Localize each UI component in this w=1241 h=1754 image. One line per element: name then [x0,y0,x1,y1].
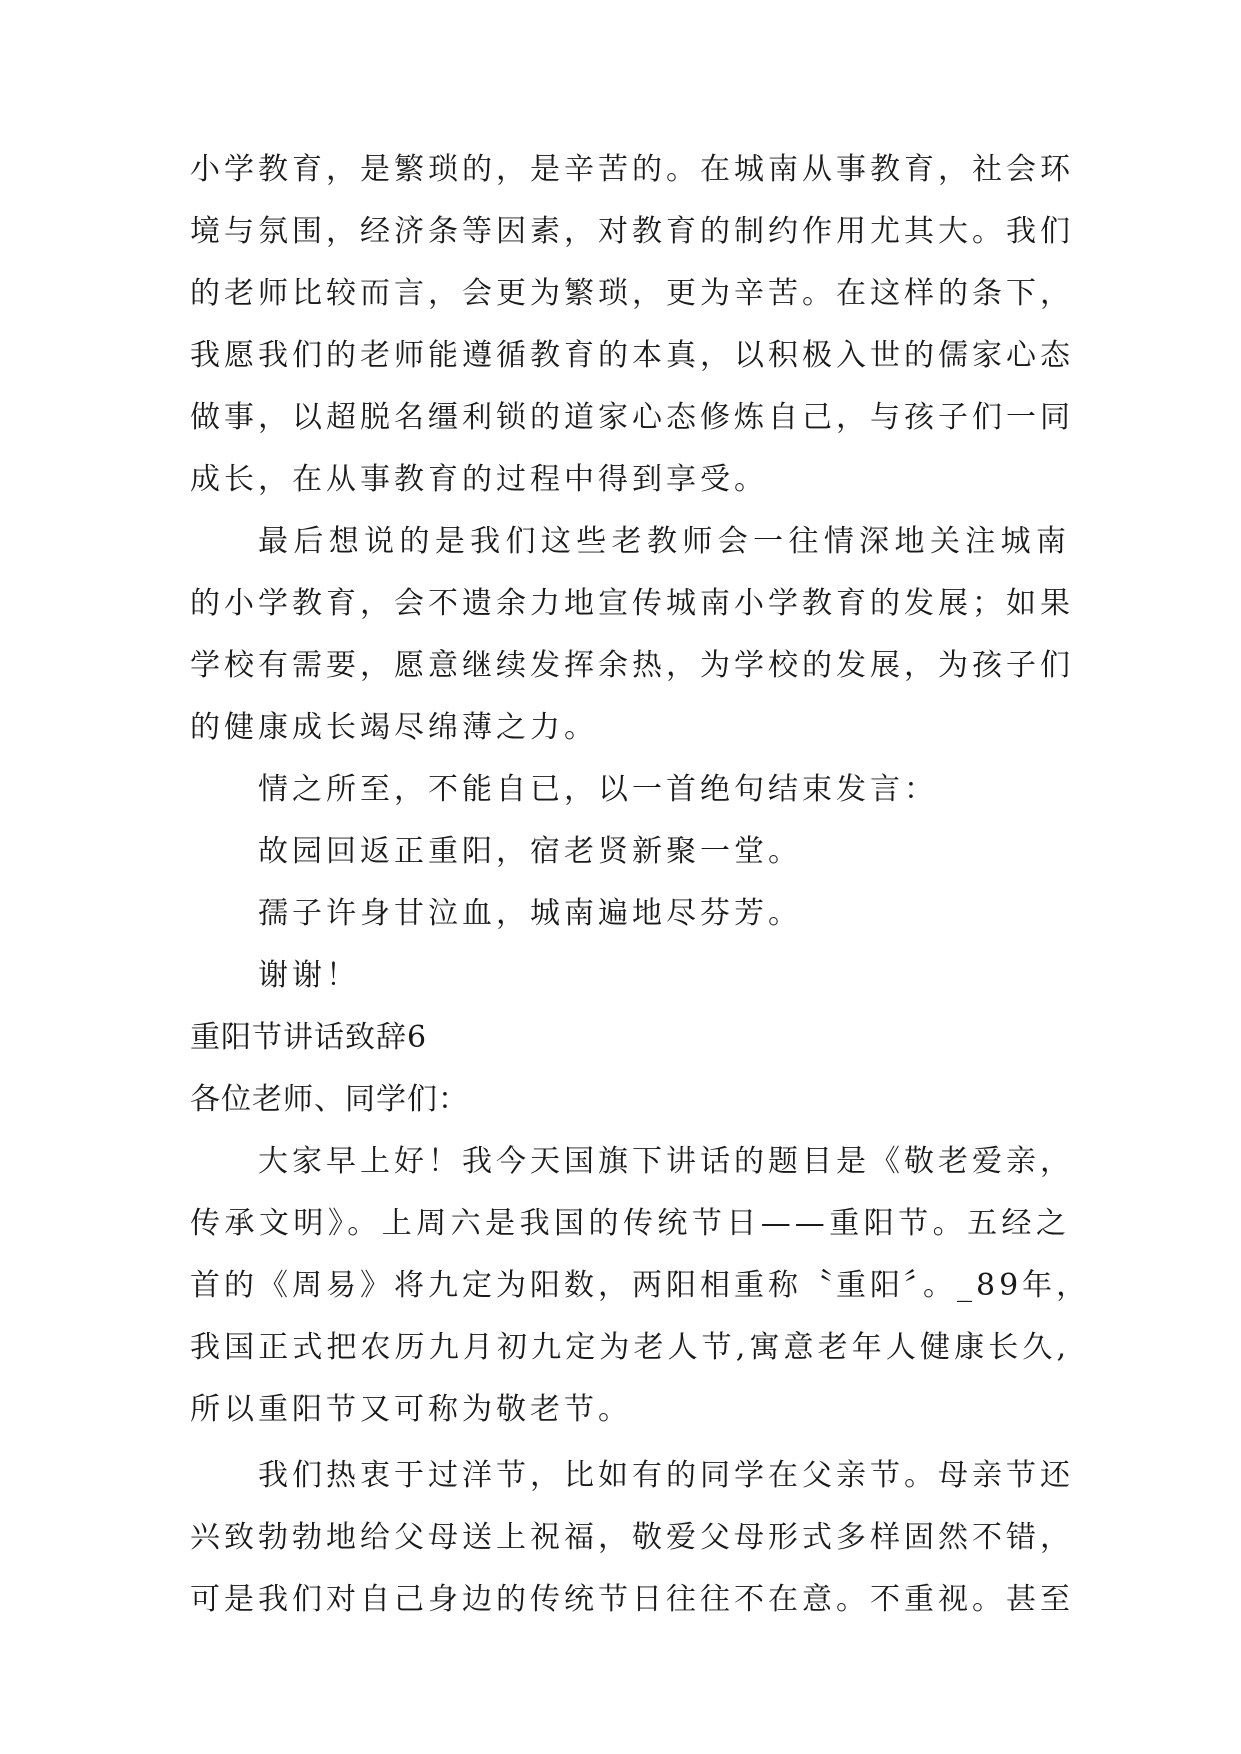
paragraph-line: 情之所至，不能自已，以一首绝句结束发言： [258,772,938,807]
paragraph-line: 我国正式把农历九月初九定为老人节,寓意老年人健康长久, [190,1330,1070,1365]
paragraph-line: 我愿我们的老师能遵循教育的本真，以积极入世的儒家心态 [190,338,1074,373]
paragraph-line: 做事，以超脱名缰利锁的道家心态修炼自己，与孩子们一同 [190,400,1074,435]
paragraph-line: 我们热衷于过洋节，比如有的同学在父亲节。母亲节还 [258,1458,1074,1493]
paragraph-line: 的健康成长竭尽绵薄之力。 [190,710,598,745]
paragraph-line: 兴致勃勃地给父母送上祝福，敬爱父母形式多样固然不错， [190,1520,1074,1555]
paragraph-line: 的小学教育，会不遗余力地宣传城南小学教育的发展；如果 [190,586,1074,621]
paragraph-line: 的老师比较而言，会更为繁琐，更为辛苦。在这样的条下， [190,276,1074,311]
poem-line: 故园回返正重阳，宿老贤新聚一堂。 [258,834,802,869]
closing-line: 谢谢！ [258,958,360,993]
paragraph-line: 成长，在从事教育的过程中得到享受。 [190,462,768,497]
salutation: 各位老师、同学们： [190,1082,469,1117]
section-title: 重阳节讲话致辞6 [190,1020,428,1055]
poem-line: 孺子许身甘泣血，城南遍地尽芬芳。 [258,896,802,931]
paragraph-line: 可是我们对自己身边的传统节日往往不在意。不重视。甚至 [190,1582,1074,1617]
paragraph-line: 最后想说的是我们这些老教师会一往情深地关注城南 [258,524,1070,559]
paragraph-line: 学校有需要，愿意继续发挥余热，为学校的发展，为孩子们 [190,648,1074,683]
paragraph-line: 传承文明》。上周六是我国的传统节日——重阳节。五经之 [190,1206,1070,1241]
paragraph-line: 所以重阳节又可称为敬老节。 [190,1392,632,1427]
paragraph-line: 大家早上好！我今天国旗下讲话的题目是《敬老爱亲， [258,1144,1074,1179]
paragraph-line: 首的《周易》将九定为阳数，两阳相重称〝重阳〞。_89年， [190,1268,1091,1303]
paragraph-line: 境与氛围，经济条等因素，对教育的制约作用尤其大。我们 [190,214,1074,249]
paragraph-line: 小学教育，是繁琐的，是辛苦的。在城南从事教育，社会环 [190,152,1074,187]
